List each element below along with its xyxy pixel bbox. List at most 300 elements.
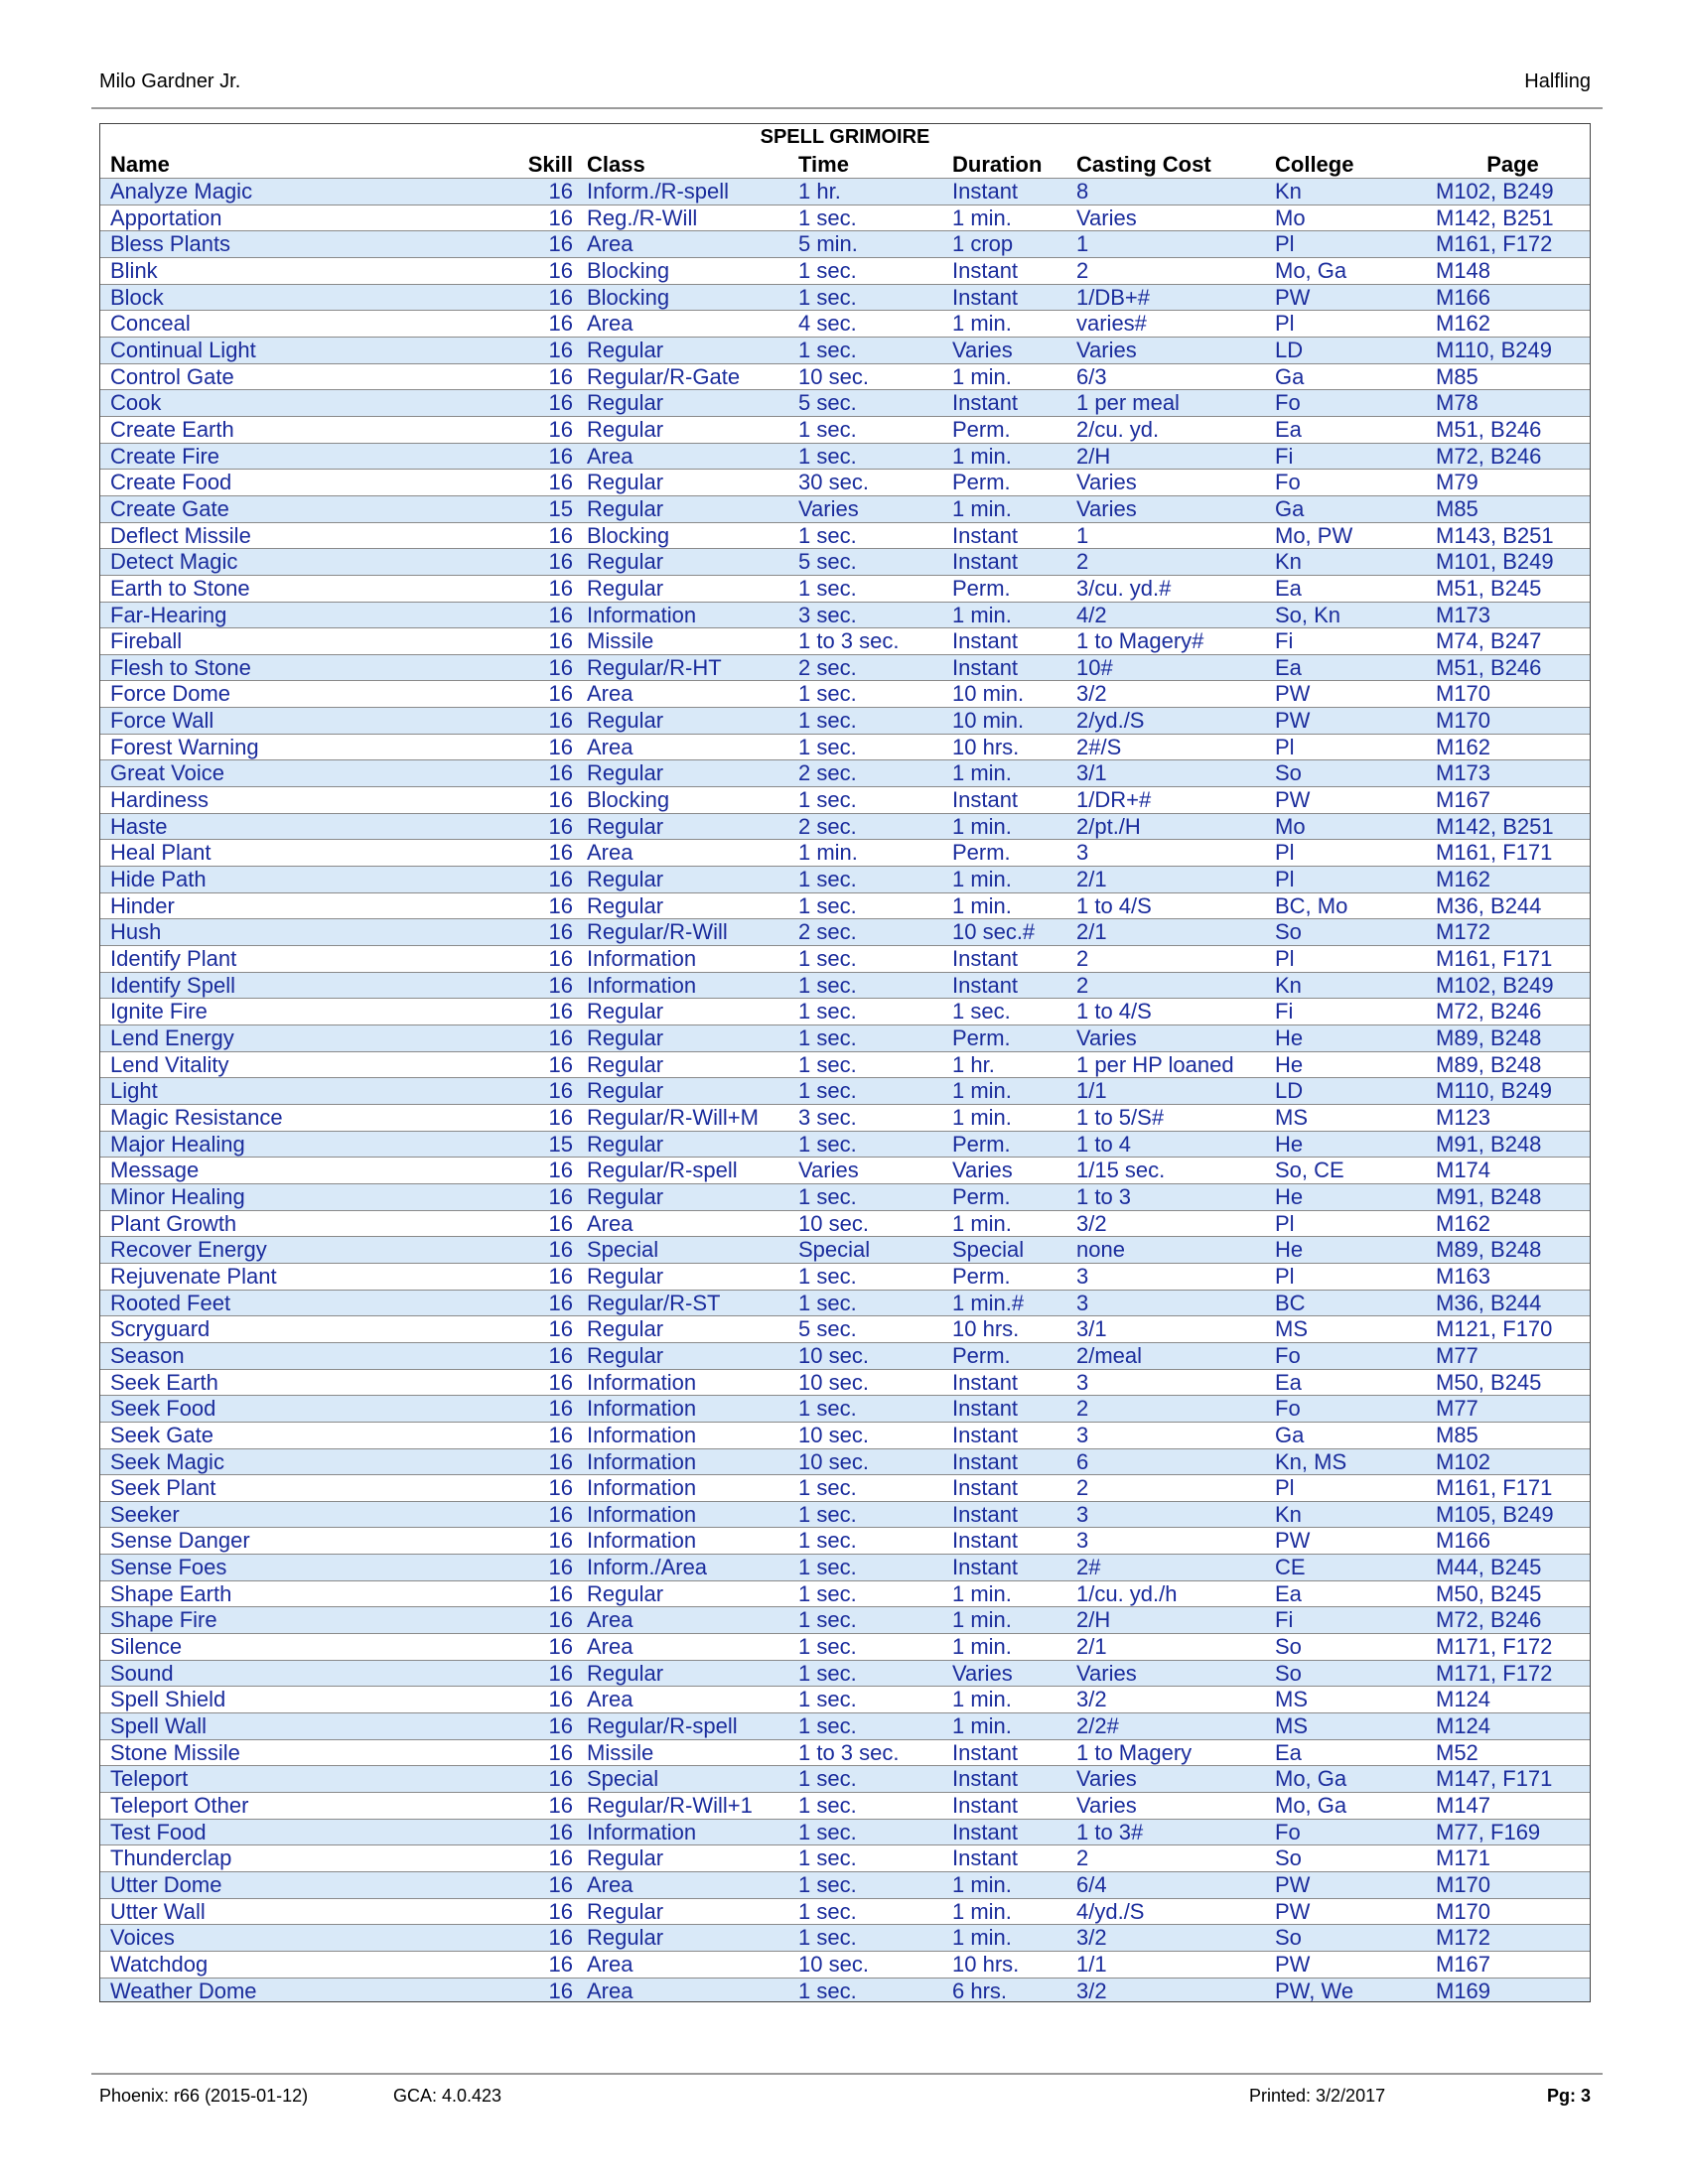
spell-skill: 16 — [548, 311, 573, 337]
spell-skill: 16 — [548, 1396, 573, 1422]
spell-duration: 1 min. — [952, 1580, 1012, 1606]
spell-name: Create Food — [110, 470, 232, 495]
spell-time: 1 sec. — [798, 1051, 857, 1077]
spell-skill: 16 — [548, 1634, 573, 1660]
spell-class: Missile — [587, 628, 654, 654]
spell-page: M91, B248 — [1436, 1183, 1542, 1209]
spell-college: MS — [1275, 1687, 1308, 1712]
spell-time: 5 min. — [798, 231, 858, 257]
spell-time: 30 sec. — [798, 470, 869, 495]
spell-casting-cost: 2 — [1076, 257, 1089, 283]
table-row — [100, 310, 1590, 337]
spell-class: Regular — [587, 1580, 664, 1606]
spell-class: Regular — [587, 337, 664, 362]
spell-casting-cost: Varies — [1076, 337, 1137, 362]
spell-casting-cost: 1/DR+# — [1076, 787, 1152, 813]
spell-duration: Instant — [952, 549, 1019, 575]
spell-casting-cost: 1/1 — [1076, 1078, 1107, 1104]
spell-duration: 10 hrs. — [952, 734, 1020, 759]
spell-page: M148 — [1436, 257, 1491, 283]
spell-class: Area — [587, 840, 633, 866]
column-header-name: Name — [110, 152, 170, 177]
spell-name: Seek Gate — [110, 1422, 213, 1447]
spell-time: 1 sec. — [798, 892, 857, 918]
spell-skill: 16 — [548, 708, 573, 734]
spell-college: Fo — [1275, 470, 1301, 495]
spell-skill: 16 — [548, 522, 573, 548]
column-header-casting-cost: Casting Cost — [1076, 152, 1211, 177]
footer-version: Phoenix: r66 (2015-01-12) — [99, 2086, 309, 2106]
spell-duration: Perm. — [952, 470, 1011, 495]
spell-name: Create Earth — [110, 416, 234, 442]
spell-name: Fireball — [110, 628, 183, 654]
spell-skill: 16 — [548, 205, 573, 230]
table-row — [100, 1951, 1590, 1978]
spell-time: 1 sec. — [798, 1872, 857, 1897]
spell-duration: 1 min. — [952, 1634, 1012, 1660]
spell-college: Kn — [1275, 179, 1302, 204]
spell-skill: 16 — [548, 549, 573, 575]
spell-class: Regular — [587, 549, 664, 575]
spell-skill: 16 — [548, 416, 573, 442]
spell-class: Regular/R-HT — [587, 654, 722, 680]
spell-casting-cost: Varies — [1076, 1793, 1137, 1819]
table-row — [100, 972, 1590, 999]
spell-time: 1 sec. — [798, 708, 857, 734]
spell-time: 1 sec. — [798, 522, 857, 548]
spell-casting-cost: 6 — [1076, 1448, 1089, 1474]
spell-college: So — [1275, 1925, 1302, 1951]
spell-skill: 16 — [548, 734, 573, 759]
spell-page: M50, B245 — [1436, 1580, 1542, 1606]
spell-skill: 16 — [548, 681, 573, 707]
spell-duration: Instant — [952, 1739, 1019, 1765]
spell-college: PW — [1275, 1898, 1311, 1924]
table-row — [100, 178, 1590, 205]
table-row — [100, 627, 1590, 654]
spell-casting-cost: 4/yd./S — [1076, 1898, 1145, 1924]
spell-page: M166 — [1436, 284, 1491, 310]
table-row — [100, 1315, 1590, 1342]
table-row — [100, 1765, 1590, 1792]
spell-skill: 16 — [548, 1819, 573, 1844]
spell-page: M170 — [1436, 1898, 1491, 1924]
table-row — [100, 1844, 1590, 1871]
spell-duration: 1 sec. — [952, 999, 1011, 1024]
spell-page: M162 — [1436, 734, 1491, 759]
spell-page: M167 — [1436, 787, 1491, 813]
spell-casting-cost: Varies — [1076, 470, 1137, 495]
spell-page: M170 — [1436, 708, 1491, 734]
spell-casting-cost: 1/cu. yd./h — [1076, 1580, 1178, 1606]
spell-skill: 15 — [548, 1131, 573, 1157]
spell-skill: 16 — [548, 1104, 573, 1130]
spell-college: So — [1275, 1660, 1302, 1686]
table-row — [100, 1183, 1590, 1210]
table-row — [100, 1448, 1590, 1475]
spell-class: Regular — [587, 1131, 664, 1157]
spell-name: Force Dome — [110, 681, 231, 707]
table-row — [100, 1898, 1590, 1925]
spell-casting-cost: 2/1 — [1076, 1634, 1107, 1660]
spell-duration: Instant — [952, 1766, 1019, 1792]
spell-class: Area — [587, 681, 633, 707]
spell-name: Deflect Missile — [110, 522, 251, 548]
spell-time: 1 sec. — [798, 999, 857, 1024]
spell-name: Seeker — [110, 1501, 180, 1527]
spell-class: Regular — [587, 1263, 664, 1289]
spell-class: Regular/R-ST — [587, 1290, 721, 1315]
spell-time: 10 sec. — [798, 1422, 869, 1447]
table-row — [100, 866, 1590, 892]
spell-page: M161, F171 — [1436, 1475, 1553, 1501]
spell-time: 10 sec. — [798, 1448, 869, 1474]
spell-casting-cost: 3/2 — [1076, 1978, 1107, 2002]
spell-page: M172 — [1436, 1925, 1491, 1951]
spell-page: M174 — [1436, 1158, 1491, 1183]
spell-college: He — [1275, 1183, 1304, 1209]
spell-skill: 16 — [548, 1793, 573, 1819]
spell-duration: 1 hr. — [952, 1051, 995, 1077]
spell-college: Pl — [1275, 734, 1295, 759]
spell-class: Area — [587, 443, 633, 469]
spell-college: Ea — [1275, 575, 1302, 601]
spell-college: Kn, MS — [1275, 1448, 1347, 1474]
spell-duration: 1 min. — [952, 311, 1012, 337]
footer-printed-date: Printed: 3/2/2017 — [1249, 2086, 1386, 2106]
spell-class: Blocking — [587, 257, 670, 283]
spell-casting-cost: 3/2 — [1076, 1925, 1107, 1951]
table-row — [100, 443, 1590, 470]
spell-duration: Perm. — [952, 1131, 1011, 1157]
table-row — [100, 1342, 1590, 1369]
spell-name: Analyze Magic — [110, 179, 253, 204]
spell-college: LD — [1275, 337, 1304, 362]
spell-casting-cost: 4/2 — [1076, 602, 1107, 627]
spell-class: Information — [587, 1369, 697, 1395]
spell-college: LD — [1275, 1078, 1304, 1104]
spell-time: 1 sec. — [798, 1898, 857, 1924]
spell-class: Information — [587, 946, 697, 972]
spell-class: Information — [587, 1819, 697, 1844]
spell-page: M74, B247 — [1436, 628, 1542, 654]
table-row — [100, 363, 1590, 390]
spell-class: Missile — [587, 1739, 654, 1765]
spell-casting-cost: Varies — [1076, 1025, 1137, 1050]
table-row — [100, 1395, 1590, 1422]
spell-class: Regular/R-Will+1 — [587, 1793, 753, 1819]
spell-time: 1 sec. — [798, 416, 857, 442]
table-row — [100, 1739, 1590, 1766]
spell-skill: 16 — [548, 760, 573, 786]
spell-casting-cost: 1 to 4 — [1076, 1131, 1132, 1157]
column-header-skill: Skill — [527, 152, 573, 177]
spell-duration: 1 crop — [952, 231, 1014, 257]
spell-time: 1 sec. — [798, 1925, 857, 1951]
spell-page: M110, B249 — [1436, 1078, 1553, 1104]
spell-casting-cost: 1 to 3# — [1076, 1819, 1144, 1844]
spell-skill: 16 — [548, 1580, 573, 1606]
grimoire-rows — [100, 178, 1590, 2002]
spell-skill: 16 — [548, 867, 573, 892]
table-row — [100, 1104, 1590, 1131]
spell-name: Hinder — [110, 892, 175, 918]
spell-name: Recover Energy — [110, 1237, 267, 1263]
spell-class: Information — [587, 1396, 697, 1422]
spell-duration: Instant — [952, 1422, 1019, 1447]
spell-time: Varies — [798, 495, 859, 521]
spell-college: Mo — [1275, 205, 1306, 230]
spell-class: Regular — [587, 760, 664, 786]
spell-time: 1 sec. — [798, 1687, 857, 1712]
spell-page: M79 — [1436, 470, 1478, 495]
spell-class: Regular — [587, 1051, 664, 1077]
spell-time: 1 hr. — [798, 179, 841, 204]
spell-name: Haste — [110, 813, 168, 839]
spell-name: Season — [110, 1342, 185, 1368]
spell-casting-cost: 3/2 — [1076, 1210, 1107, 1236]
spell-page: M105, B249 — [1436, 1501, 1554, 1527]
spell-duration: Instant — [952, 1819, 1019, 1844]
table-row — [100, 1924, 1590, 1951]
spell-name: Teleport — [110, 1766, 189, 1792]
spell-skill: 16 — [548, 840, 573, 866]
spell-duration: Instant — [952, 1528, 1019, 1554]
spell-class: Blocking — [587, 787, 670, 813]
spell-time: 1 sec. — [798, 1607, 857, 1633]
spell-college: PW — [1275, 708, 1311, 734]
spell-college: PW — [1275, 1528, 1311, 1554]
spell-class: Area — [587, 1210, 633, 1236]
spell-casting-cost: 1 to 5/S# — [1076, 1104, 1165, 1130]
spell-casting-cost: varies# — [1076, 311, 1147, 337]
spell-name: Detect Magic — [110, 549, 238, 575]
spell-name: Hush — [110, 919, 162, 945]
spell-duration: Instant — [952, 1396, 1019, 1422]
spell-casting-cost: 1 — [1076, 522, 1089, 548]
spell-college: Fo — [1275, 390, 1301, 416]
spell-name: Conceal — [110, 311, 191, 337]
spell-duration: 1 min. — [952, 1210, 1012, 1236]
spell-casting-cost: 2 — [1076, 549, 1089, 575]
table-row — [100, 1024, 1590, 1051]
spell-college: Ea — [1275, 1739, 1302, 1765]
spell-skill: 16 — [548, 1316, 573, 1342]
spell-college: PW, We — [1275, 1978, 1354, 2002]
column-header-time: Time — [798, 152, 849, 177]
table-row — [100, 337, 1590, 363]
spell-time: 5 sec. — [798, 390, 857, 416]
spell-casting-cost: 1 to Magery# — [1076, 628, 1204, 654]
spell-page: M143, B251 — [1436, 522, 1554, 548]
spell-college: Ea — [1275, 1369, 1302, 1395]
spell-skill: 16 — [548, 946, 573, 972]
spell-casting-cost: 2 — [1076, 1475, 1089, 1501]
spell-class: Regular — [587, 1845, 664, 1871]
spell-time: 2 sec. — [798, 813, 857, 839]
spell-page: M52 — [1436, 1739, 1478, 1765]
spell-time: 1 sec. — [798, 1793, 857, 1819]
spell-duration: Instant — [952, 946, 1019, 972]
spell-skill: 16 — [548, 1766, 573, 1792]
spell-skill: 16 — [548, 1369, 573, 1395]
spell-duration: Perm. — [952, 416, 1011, 442]
spell-casting-cost: 1/15 sec. — [1076, 1158, 1166, 1183]
spell-time: Special — [798, 1237, 871, 1263]
spell-name: Flesh to Stone — [110, 654, 251, 680]
spell-class: Information — [587, 972, 697, 998]
table-row — [100, 1210, 1590, 1237]
spell-name: Utter Dome — [110, 1872, 222, 1897]
spell-college: Mo, Ga — [1275, 1766, 1347, 1792]
spell-duration: Instant — [952, 284, 1019, 310]
spell-time: 1 sec. — [798, 205, 857, 230]
spell-duration: 6 hrs. — [952, 1978, 1008, 2002]
spell-page: M102, B249 — [1436, 179, 1554, 204]
table-row — [100, 1633, 1590, 1660]
spell-college: Fo — [1275, 1342, 1301, 1368]
spell-casting-cost: 3 — [1076, 840, 1089, 866]
spell-class: Area — [587, 1951, 633, 1977]
spell-duration: Instant — [952, 1369, 1019, 1395]
spell-college: MS — [1275, 1713, 1308, 1739]
spell-college: Fi — [1275, 1607, 1294, 1633]
spell-time: 1 sec. — [798, 284, 857, 310]
spell-skill: 16 — [548, 1660, 573, 1686]
spell-skill: 16 — [548, 575, 573, 601]
spell-skill: 16 — [548, 1051, 573, 1077]
spell-casting-cost: 1 per meal — [1076, 390, 1180, 416]
table-row — [100, 734, 1590, 760]
spell-duration: 1 min. — [952, 495, 1012, 521]
spell-skill: 16 — [548, 1607, 573, 1633]
spell-casting-cost: 2 — [1076, 972, 1089, 998]
spell-name: Light — [110, 1078, 158, 1104]
table-row — [100, 1131, 1590, 1158]
spell-page: M78 — [1436, 390, 1478, 416]
spell-time: 2 sec. — [798, 919, 857, 945]
spell-time: Varies — [798, 1158, 859, 1183]
spell-duration: 1 min. — [952, 813, 1012, 839]
spell-name: Rejuvenate Plant — [110, 1263, 277, 1289]
spell-time: 10 sec. — [798, 1369, 869, 1395]
spell-casting-cost: 3 — [1076, 1422, 1089, 1447]
spell-page: M169 — [1436, 1978, 1491, 2002]
spell-skill: 16 — [548, 602, 573, 627]
spell-college: Kn — [1275, 972, 1302, 998]
spell-name: Major Healing — [110, 1131, 245, 1157]
spell-page: M101, B249 — [1436, 549, 1554, 575]
spell-duration: Instant — [952, 628, 1019, 654]
table-row — [100, 945, 1590, 972]
spell-page: M72, B246 — [1436, 1607, 1542, 1633]
spell-duration: Instant — [952, 787, 1019, 813]
spell-skill: 16 — [548, 1237, 573, 1263]
spell-time: 1 sec. — [798, 1634, 857, 1660]
spell-duration: Perm. — [952, 1263, 1011, 1289]
table-row — [100, 205, 1590, 231]
spell-college: Kn — [1275, 1501, 1302, 1527]
spell-time: 1 sec. — [798, 1660, 857, 1686]
table-row — [100, 495, 1590, 522]
spell-page: M124 — [1436, 1687, 1491, 1712]
spell-time: 1 sec. — [798, 1131, 857, 1157]
spell-college: MS — [1275, 1104, 1308, 1130]
spell-name: Create Gate — [110, 495, 229, 521]
spell-college: So — [1275, 1634, 1302, 1660]
spell-casting-cost: 3/2 — [1076, 681, 1107, 707]
spell-college: Mo, PW — [1275, 522, 1353, 548]
spell-name: Hide Path — [110, 867, 207, 892]
spell-class: Blocking — [587, 284, 670, 310]
spell-time: 1 min. — [798, 840, 858, 866]
spell-college: Ga — [1275, 1422, 1305, 1447]
spell-page: M172 — [1436, 919, 1491, 945]
table-row — [100, 1660, 1590, 1687]
spell-page: M77, F169 — [1436, 1819, 1541, 1844]
spell-class: Inform./R-spell — [587, 179, 730, 204]
spell-class: Information — [587, 602, 697, 627]
spell-skill: 15 — [548, 495, 573, 521]
table-row — [100, 786, 1590, 813]
spell-page: M161, F171 — [1436, 946, 1553, 972]
table-row — [100, 389, 1590, 416]
character-race: Halfling — [1524, 70, 1591, 92]
spell-duration: 10 hrs. — [952, 1951, 1020, 1977]
spell-page: M89, B248 — [1436, 1051, 1542, 1077]
spell-skill: 16 — [548, 1845, 573, 1871]
footer-divider — [91, 2073, 1603, 2075]
spell-page: M171, F172 — [1436, 1634, 1553, 1660]
spell-time: 1 sec. — [798, 1978, 857, 2002]
spell-duration: 1 min. — [952, 1925, 1012, 1951]
spell-duration: 1 min. — [952, 1898, 1012, 1924]
spell-skill: 16 — [548, 1978, 573, 2002]
spell-casting-cost: 2/pt./H — [1076, 813, 1141, 839]
spell-class: Regular — [587, 1078, 664, 1104]
spell-college: Ea — [1275, 654, 1302, 680]
spell-casting-cost: Varies — [1076, 1660, 1137, 1686]
spell-class: Special — [587, 1766, 659, 1792]
spell-class: Area — [587, 734, 633, 759]
spell-page: M51, B246 — [1436, 654, 1542, 680]
spell-page: M161, F171 — [1436, 840, 1553, 866]
spell-page: M173 — [1436, 602, 1491, 627]
spell-name: Earth to Stone — [110, 575, 250, 601]
spell-class: Regular — [587, 1898, 664, 1924]
spell-college: PW — [1275, 681, 1311, 707]
spell-college: So — [1275, 919, 1302, 945]
spell-college: PW — [1275, 1872, 1311, 1897]
spell-skill: 16 — [548, 363, 573, 389]
spell-page: M51, B246 — [1436, 416, 1542, 442]
spell-name: Identify Plant — [110, 946, 237, 972]
spell-page: M142, B251 — [1436, 813, 1554, 839]
spell-time: 1 sec. — [798, 1713, 857, 1739]
table-row — [100, 680, 1590, 707]
table-row — [100, 416, 1590, 443]
spell-name: Forest Warning — [110, 734, 259, 759]
spell-duration: 10 hrs. — [952, 1316, 1020, 1342]
spell-page: M44, B245 — [1436, 1555, 1542, 1580]
spell-time: 10 sec. — [798, 1210, 869, 1236]
table-row — [100, 1051, 1590, 1078]
spell-name: Far-Hearing — [110, 602, 227, 627]
spell-college: Ga — [1275, 495, 1305, 521]
spell-duration: 1 min. — [952, 1078, 1012, 1104]
spell-name: Spell Wall — [110, 1713, 207, 1739]
spell-page: M36, B244 — [1436, 892, 1542, 918]
